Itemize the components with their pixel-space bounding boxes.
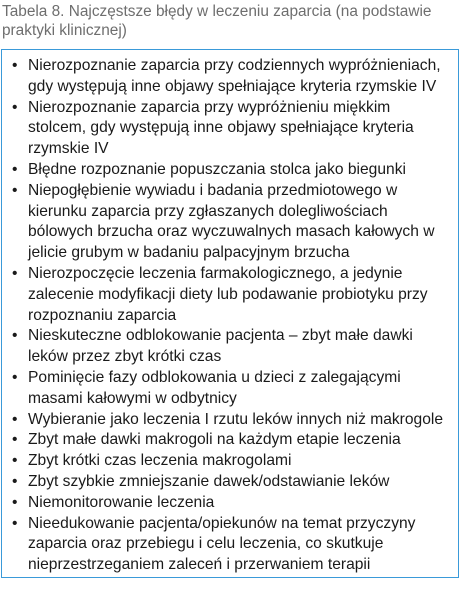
bullet-icon: •: [12, 452, 18, 470]
bullet-icon: •: [12, 431, 18, 449]
list-item-text: Pominięcie fazy odblokowania u dzieci z zalegającymi masami kałowymi w odbytnicy: [28, 368, 401, 407]
list-item: [2, 514, 452, 576]
list-item: [2, 160, 452, 181]
list-item-text: Nierozpoznanie zaparcia przy wypróżnieniu miękkim stolcem, gdy występują inne objawy spełniające kryteria rzymskie IV: [28, 98, 414, 158]
list-item: [2, 98, 452, 160]
bullet-icon: •: [12, 327, 18, 345]
bullet-icon: •: [12, 264, 18, 282]
list-item: [2, 181, 452, 264]
bullet-icon: •: [12, 514, 18, 532]
bullet-icon: •: [12, 98, 18, 116]
errors-list: [2, 50, 458, 576]
list-item: [2, 264, 452, 326]
list-item-text: Niepogłębienie wywiadu i badania przedmiotowego w kierunku zaparcia przy zgłaszanych dolegliwościach bólowych brzucha oraz wyczuwalnych masach kałowych w jelicie grubym w badaniu palpacyjnym brzucha: [28, 181, 435, 262]
bullet-icon: •: [12, 472, 18, 490]
table-caption: Tabela 8. Najczęstsze błędy w leczeniu zaparcia (na podstawie praktyki klinicznej): [2, 3, 432, 39]
bullet-icon: •: [12, 368, 18, 386]
list-item-text: Błędne rozpoznanie popuszczania stolca jako biegunki: [28, 160, 406, 178]
list-item: [2, 56, 452, 98]
bullet-icon: •: [12, 57, 18, 74]
list-item: [2, 493, 452, 514]
list-item-text: Nierozpoznanie zaparcia przy codziennych wypróżnieniach, gdy występują inne objawy spełniające kryteria rzymskie IV: [28, 57, 441, 95]
list-item: [2, 326, 452, 368]
list-item: [2, 430, 452, 451]
list-item-text: Nierozpoczęcie leczenia farmakologicznego, a jedynie zalecenie modyfikacji diety lub podawanie probiotyku przy rozpoznaniu zaparcia: [28, 264, 428, 324]
list-item-text: Zbyt krótki czas leczenia makrogolami: [28, 452, 292, 470]
bullet-icon: •: [12, 493, 18, 511]
list-item: [2, 368, 452, 410]
list-item-text: Zbyt szybkie zmniejszanie dawek/odstawianie leków: [28, 472, 390, 490]
list-item-text: Wybieranie jako leczenia I rzutu leków innych niż makrogole: [28, 410, 444, 428]
list-item-text: Nieedukowanie pacjenta/opiekunów na temat przyczyny zaparcia oraz przebiegu i celu leczenia, co skutkuje nieprzestrzeganiem zaleceń i przerwaniem terapii: [28, 514, 416, 574]
bullet-icon: •: [12, 160, 18, 178]
bullet-icon: •: [12, 410, 18, 428]
list-item: [2, 472, 452, 493]
list-item: [2, 451, 452, 472]
list-item-text: Zbyt małe dawki makrogoli na każdym etapie leczenia: [28, 431, 401, 449]
list-item-text: Niemonitorowanie leczenia: [28, 493, 215, 511]
list-item: [2, 410, 452, 431]
list-item-text: Nieskuteczne odblokowanie pacjenta – zbyt małe dawki leków przez zbyt krótki czas: [28, 327, 413, 366]
bullet-icon: •: [12, 181, 18, 199]
errors-table-box: [1, 49, 459, 578]
